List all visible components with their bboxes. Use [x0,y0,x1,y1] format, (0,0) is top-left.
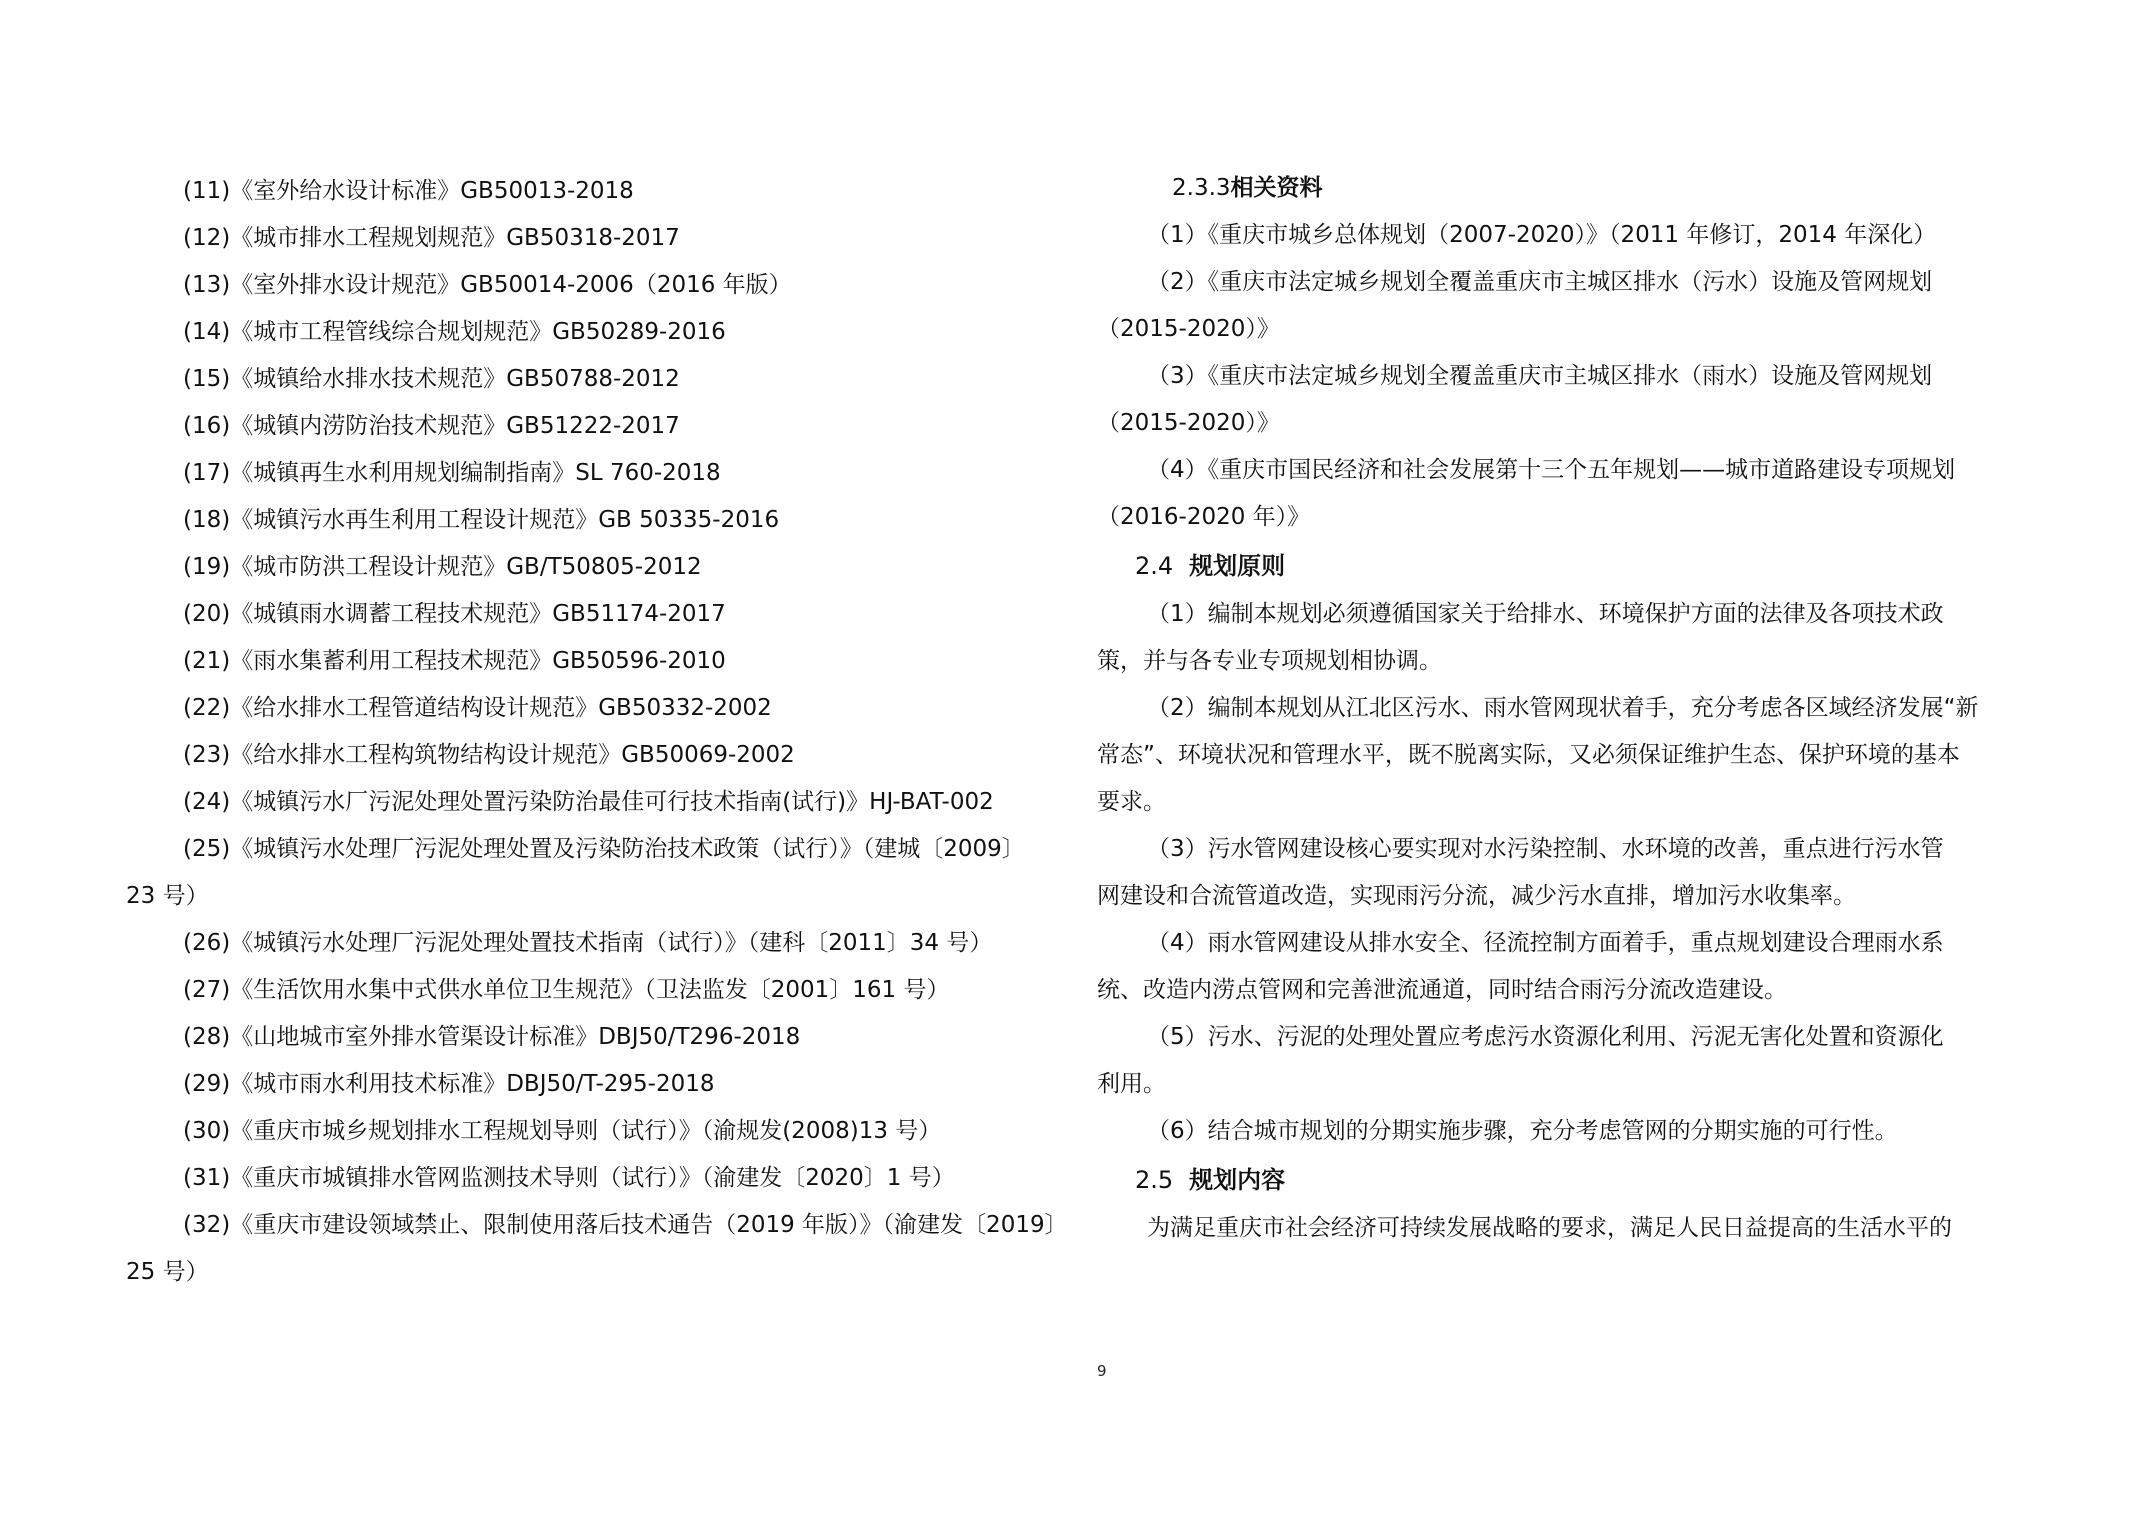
page-number: 9 [1097,1362,1107,1380]
principle-item-2-continuation: 常态”、环境状况和管理水平，既不脱离实际，又必须保证维护生态、保护环境的基本 [1097,742,1960,768]
left-column [126,168,1068,1296]
principle-item-6: （6）结合城市规划的分期实施步骤，充分考虑管网的分期实施的可行性。 [1147,1118,1898,1144]
right-column [1097,168,2025,1252]
material-item-4: （4）《重庆市国民经济和社会发展第十三个五年规划——城市道路建设专项规划 [1147,457,1956,483]
reference-item-21: (21)《雨水集蓄利用工程技术规范》GB50596-2010 [183,648,726,674]
reference-item-30: (30)《重庆市城乡规划排水工程规划导则（试行）》（渝规发(2008)13 号） [183,1118,942,1144]
reference-item-20: (20)《城镇雨水调蓄工程技术规范》GB51174-2017 [183,601,726,627]
section-heading-2-4 [1097,541,2025,591]
principle-item-4: （4）雨水管网建设从排水安全、径流控制方面着手，重点规划建设合理雨水系 [1147,930,1944,956]
reference-item-19: (19)《城市防洪工程设计规范》GB/T50805-2012 [183,554,702,580]
material-item-2-continuation: （2015-2020）》 [1097,316,1280,342]
subsection-heading [1097,165,2025,212]
reference-item-25: (25)《城镇污水处理厂污泥处理处置及污染防治技术政策（试行）》（建城〔2009〕 [183,836,1025,862]
principle-item-1-continuation: 策，并与各专业专项规划相协调。 [1097,648,1442,674]
principle-item-3: （3）污水管网建设核心要实现对水污染控制、水环境的改善，重点进行污水管 [1147,836,1944,862]
subsection-number: 2.3.3 [1172,175,1231,201]
principle-item-1: （1）编制本规划必须遵循国家关于给排水、环境保护方面的法律及各项技术政 [1147,601,1944,627]
reference-item-23: (23)《给水排水工程构筑物结构设计规范》GB50069-2002 [183,742,795,768]
reference-item-28: (28)《山地城市室外排水管渠设计标准》DBJ50/T296-2018 [183,1024,801,1050]
reference-item-25-continuation: 23 号） [126,883,209,909]
reference-item-31: (31)《重庆市城镇排水管网监测技术导则（试行）》（渝建发〔2020〕1 号） [183,1165,955,1191]
principle-item-5-continuation: 利用。 [1097,1071,1166,1097]
section-heading-2-5 [1097,1155,2025,1205]
reference-item-27: (27)《生活饮用水集中式供水单位卫生规范》（卫法监发〔2001〕161 号） [183,977,950,1003]
subsection-title: 相关资料 [1230,175,1323,201]
reference-item-29: (29)《城市雨水利用技术标准》DBJ50/T-295-2018 [183,1071,715,1097]
reference-item-16: (16)《城镇内涝防治技术规范》GB51222-2017 [183,413,680,439]
principle-item-5: （5）污水、污泥的处理处置应考虑污水资源化利用、污泥无害化处置和资源化 [1147,1024,1944,1050]
material-item-3: （3）《重庆市法定城乡规划全覆盖重庆市主城区排水（雨水）设施及管网规划 [1147,363,1933,389]
material-item-1: （1）《重庆市城乡总体规划（2007-2020）》（2011 年修订，2014 年深化） [1147,222,1937,248]
section-number: 2.4 [1135,552,1174,580]
reference-item-32: (32)《重庆市建设领域禁止、限制使用落后技术通告（2019 年版）》（渝建发〔2019〕 [183,1212,1068,1238]
reference-item-13: (13)《室外排水设计规范》GB50014-2006（2016 年版） [183,272,792,298]
section-title: 规划内容 [1189,1166,1286,1194]
reference-item-26: (26)《城镇污水处理厂污泥处理处置技术指南（试行）》（建科〔2011〕34 号） [183,930,993,956]
principle-item-2-continuation-2: 要求。 [1097,789,1166,815]
principle-item-2: （2）编制本规划从江北区污水、雨水管网现状着手，充分考虑各区域经济发展“新 [1147,695,1979,721]
reference-item-11: (11)《室外给水设计标准》GB50013-2018 [183,178,634,204]
reference-item-32-continuation: 25 号） [126,1259,209,1285]
material-item-3-continuation: （2015-2020）》 [1097,410,1280,436]
section-number: 2.5 [1135,1166,1174,1194]
material-item-2: （2）《重庆市法定城乡规划全覆盖重庆市主城区排水（污水）设施及管网规划 [1147,269,1933,295]
reference-item-22: (22)《给水排水工程管道结构设计规范》GB50332-2002 [183,695,772,721]
reference-item-18: (18)《城镇污水再生利用工程设计规范》GB 50335-2016 [183,507,780,533]
content-intro-paragraph: 为满足重庆市社会经济可持续发展战略的要求，满足人民日益提高的生活水平的 [1147,1215,1952,1241]
material-item-4-continuation: （2016-2020 年）》 [1097,504,1311,530]
reference-item-24: (24)《城镇污水厂污泥处理处置污染防治最佳可行技术指南(试行)》HJ-BAT-002 [183,789,994,815]
reference-item-15: (15)《城镇给水排水技术规范》GB50788-2012 [183,366,680,392]
principle-item-4-continuation: 统、改造内涝点管网和完善泄流通道，同时结合雨污分流改造建设。 [1097,977,1787,1003]
reference-item-12: (12)《城市排水工程规划规范》GB50318-2017 [183,225,680,251]
principle-item-3-continuation: 网建设和合流管道改造，实现雨污分流，减少污水直排，增加污水收集率。 [1097,883,1856,909]
reference-item-14: (14)《城市工程管线综合规划规范》GB50289-2016 [183,319,726,345]
section-title: 规划原则 [1189,552,1286,580]
reference-item-17: (17)《城镇再生水利用规划编制指南》SL 760-2018 [183,460,721,486]
